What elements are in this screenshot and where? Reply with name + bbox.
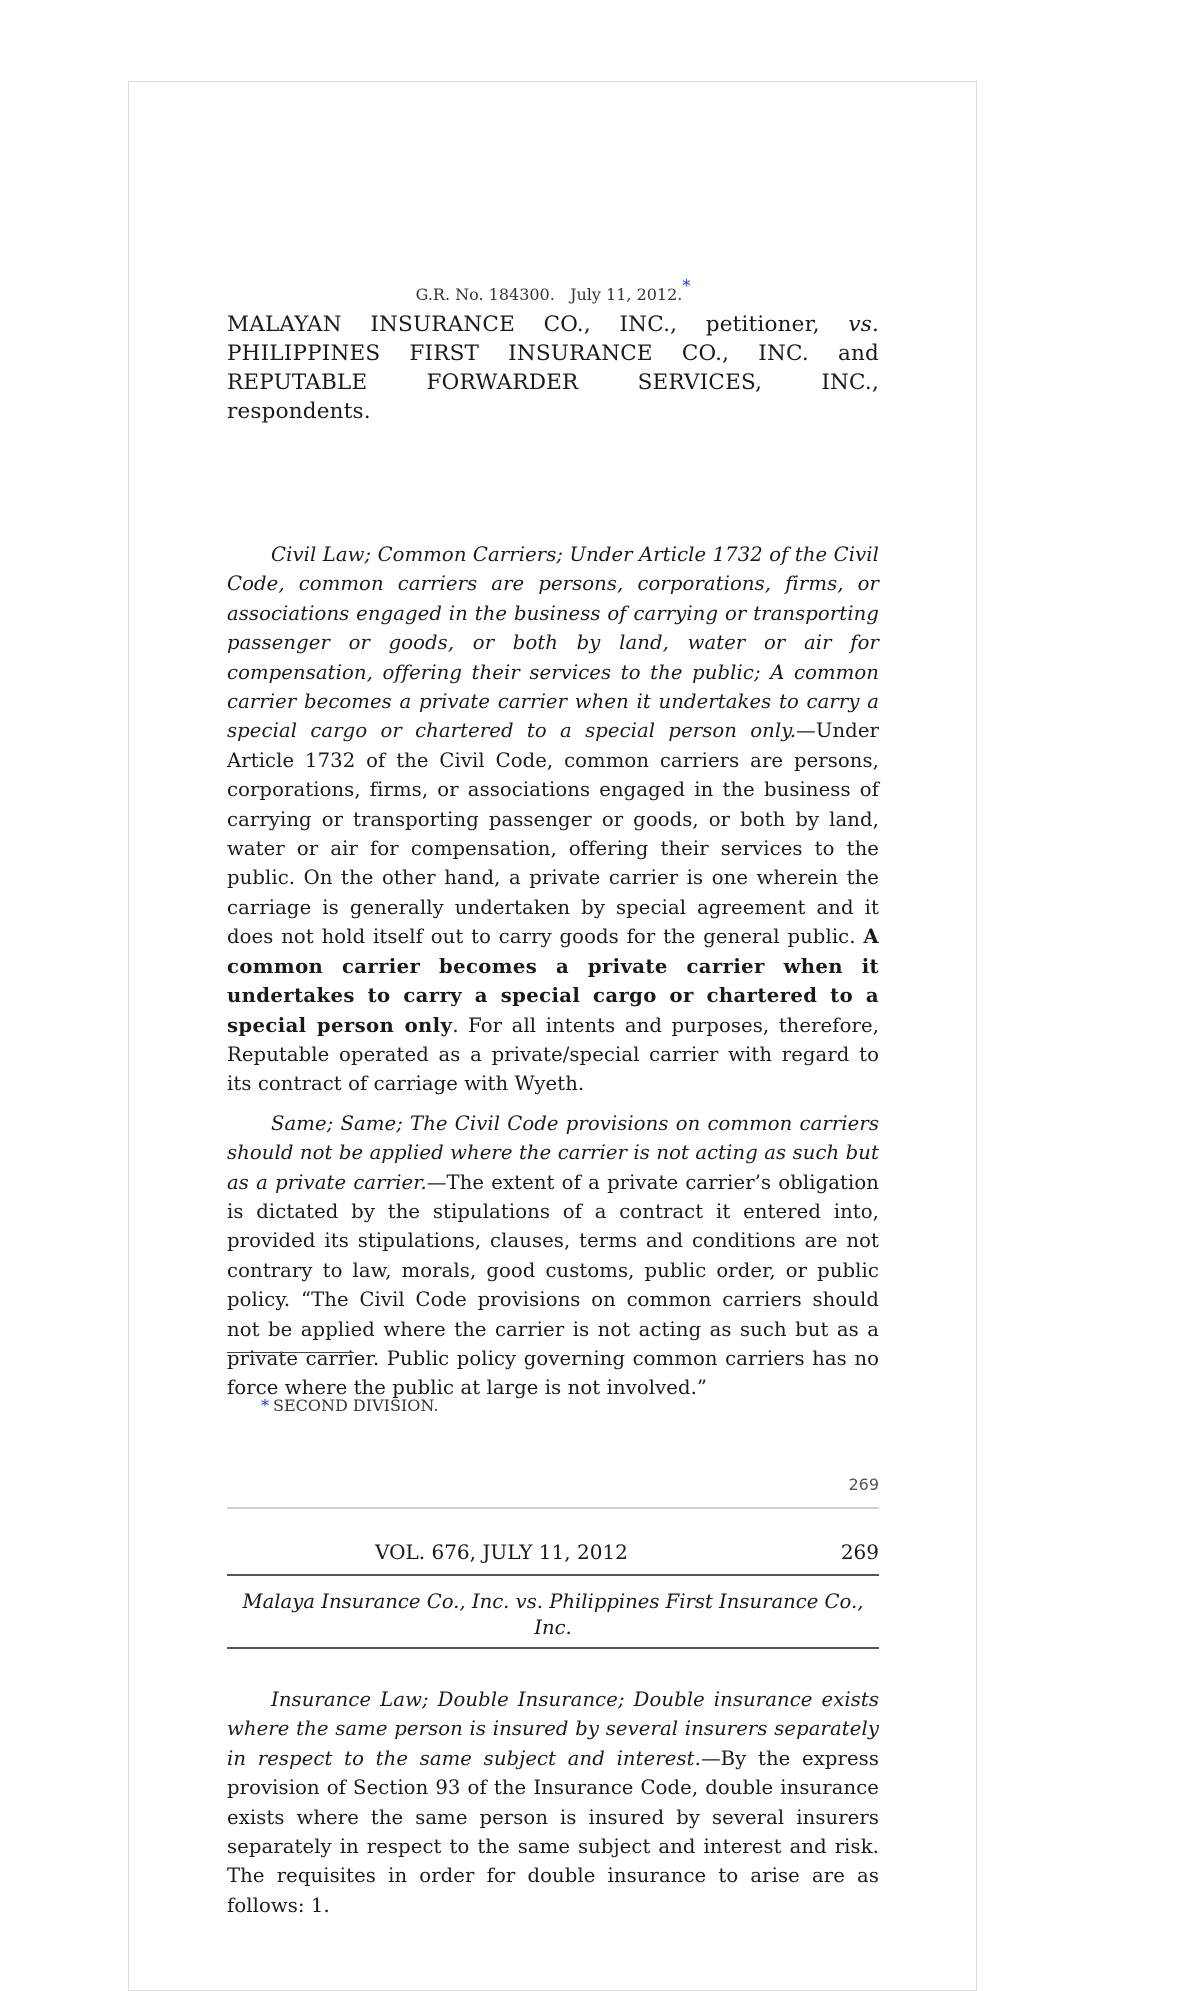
caption-line-2: PHILIPPINES FIRST INSURANCE CO., INC. and [227, 341, 879, 366]
syllabus-section-2 [227, 1685, 879, 1930]
footnote [261, 1396, 438, 1415]
page-break-divider [227, 1507, 879, 1509]
footnote-reference-link[interactable]: * [682, 276, 691, 295]
decision-date: July 11, 2012. [570, 285, 683, 304]
page-content [227, 82, 879, 1990]
syllabus-paragraph-2: Same; Same; The Civil Code provisions on common carriers should not be applied where the carrier is not acting as such but as a private carrier.—The extent of a private carrier’s obligation is dictated by the stipulations of a contract it entered into, provided its stipulations, clauses, terms and conditions are not contrary to law, morals, good customs, public order, or public policy. “The Civil Code provisions on common carriers should not be applied where the carrier is not acting as such but as a private carrier. Public policy governing common carriers has no force where the public at large is not involved.” [227, 1111, 879, 1400]
case-short-title: Malaya Insurance Co., Inc. vs. Philippines First Insurance Co., Inc. [242, 1590, 864, 1639]
caption-line-3: REPUTABLE FORWARDER SERVICES, INC., [227, 370, 879, 395]
document-page [128, 81, 977, 1991]
caption-line-1: MALAYAN INSURANCE CO., INC., petitioner, vs. [227, 312, 879, 337]
footnote-divider [227, 1352, 354, 1353]
syllabus-heading-2: Same; Same; The Civil Code provisions on common carriers should not be applied where the carrier is not acting as such but as a private carrier. [227, 1111, 879, 1194]
syllabus-emphasis: A common carrier becomes a private carrier when it undertakes to carry a special cargo or chartered to a special person only [227, 925, 879, 1037]
syllabus-heading-3: Insurance Law; Double Insurance; Double insurance exists where the same person is insured by several insurers separately in respect to the same subject and interest. [227, 1688, 879, 1770]
syllabus-heading-1: Civil Law; Common Carriers; Under Article 1732 of the Civil Code, common carriers are persons, corporations, firms, or associations engaged in the business of carrying or transporting passenger or goods, or both by land, water or air for compensation, offering their services to the public; A common carrier becomes a private carrier when it undertakes to carry a special cargo or chartered to a special person only. [227, 543, 879, 743]
running-page-number: 269 [840, 1540, 879, 1564]
volume-label: VOL. 676, JULY 11, 2012 [375, 1540, 628, 1564]
caption-line-4: respondents. [227, 399, 371, 424]
syllabus-paragraph-1: Civil Law; Common Carriers; Under Article 1732 of the Civil Code, common carriers are persons, corporations, firms, or associations engaged in the business of carrying or transporting passenger or goods, or both by land, water or air for compensation, offering their services to the public; A common carrier becomes a private carrier when it undertakes to carry a special cargo or chartered to a special person only.—Under Article 1732 of the Civil Code, common carriers are persons, corporations, firms, or associations engaged in the business of carrying or transporting passenger or goods, or both by land, water or air for compensation, offering their services to the public. On the other hand, a private carrier is one wherein the carriage is generally undertaken by special agreement and it does not hold itself out to carry goods for the general public. A common carrier becomes a private carrier when it undertakes to carry a special cargo or chartered to a special person only. For all intents and purposes, therefore, Reputable operated as a private/special carrier with regard to its contract of carriage with Wyeth. [227, 543, 879, 1096]
syllabus-paragraph-3: Insurance Law; Double Insurance; Double insurance exists where the same person is insured by several insurers separately in respect to the same subject and interest.—By the express provision of Section 93 of the Insurance Code, double insurance exists where the same person is insured by several insurers separately in respect to the same subject and interest and risk. The requisites in order for double insurance to arise are as follows: 1. [227, 1688, 879, 1917]
page-number-label: 269 [848, 1475, 879, 1494]
gr-number: G.R. No. 184300. [415, 285, 555, 304]
syllabus-section [227, 540, 879, 1413]
footnote-text: SECOND DIVISION. [273, 1396, 439, 1415]
footnote-mark: * [261, 1396, 269, 1415]
case-caption [227, 310, 879, 426]
running-head-rule-top [227, 1574, 879, 1576]
case-number-line [227, 276, 879, 304]
running-head-rule-bottom [227, 1647, 879, 1649]
